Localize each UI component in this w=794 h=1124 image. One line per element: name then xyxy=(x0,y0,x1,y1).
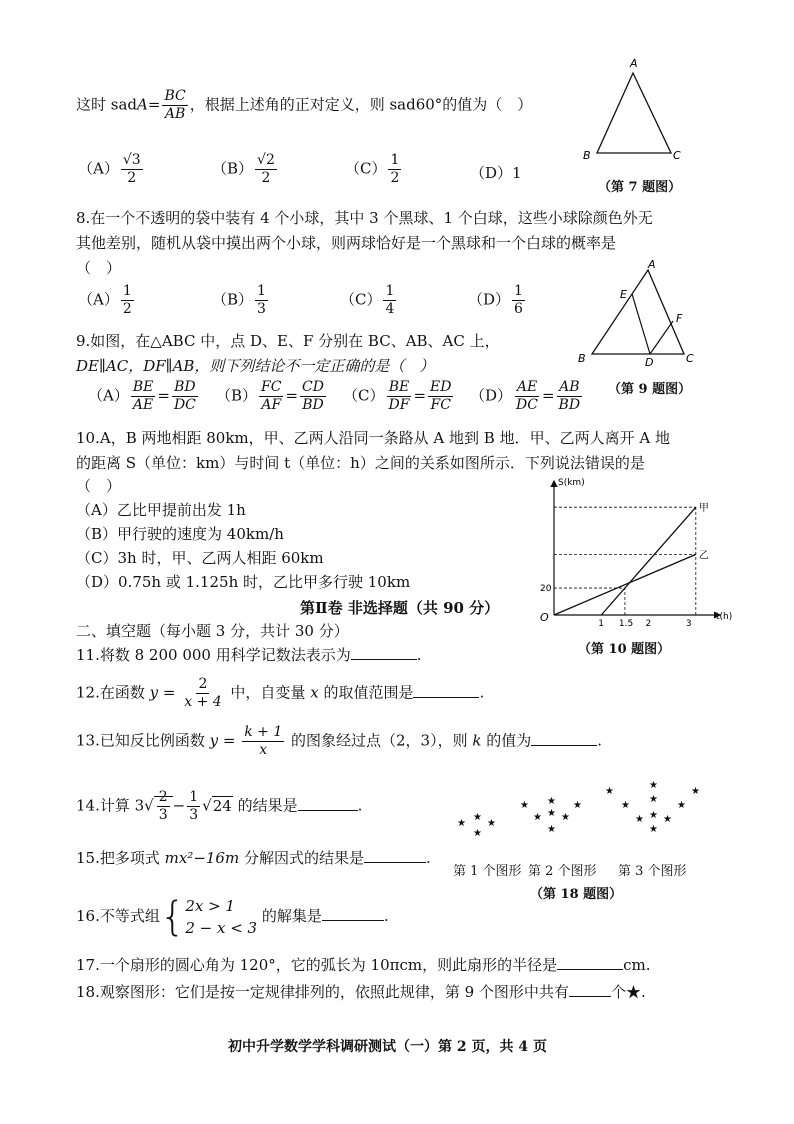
q18-end: 个★. xyxy=(610,983,646,1001)
q13-post2: 的值为 xyxy=(481,731,532,750)
q9-option-d[interactable] xyxy=(470,379,584,414)
q9-option-c[interactable] xyxy=(343,379,455,414)
q7-triangle xyxy=(597,73,671,153)
q9-opt-c-right-num: ED xyxy=(430,379,452,395)
q12-num: 2 xyxy=(198,676,208,692)
q9-opt-d-right xyxy=(557,379,583,414)
q9-opt-b-right xyxy=(300,379,326,414)
fig2-star: ★ xyxy=(520,800,529,811)
fig1-star: ★ xyxy=(457,818,466,829)
q7-opt-c-num: 1 xyxy=(390,152,400,168)
q8-opt-a-den: 2 xyxy=(122,301,132,317)
q15-post: 分解因式的结果是 xyxy=(239,849,364,867)
q7-opt-c-label: （C） xyxy=(345,159,387,178)
q13-answer-blank[interactable] xyxy=(531,745,597,746)
q12-den: x + 4 xyxy=(184,694,222,710)
q8-opt-d-frac xyxy=(512,283,525,318)
q16-end: . xyxy=(383,907,389,925)
q14 xyxy=(76,789,362,824)
q12-post2: 的取值范围是 xyxy=(318,683,414,702)
q7-opt-c-den: 2 xyxy=(390,170,400,186)
fig3-star: ★ xyxy=(677,800,686,811)
q9-option-a[interactable] xyxy=(88,379,200,414)
q7-opt-b-frac xyxy=(255,152,277,187)
q10-tick-1-5: 1.5 xyxy=(618,619,634,629)
q15-answer-blank[interactable] xyxy=(364,862,426,863)
q7-opt-a-frac xyxy=(121,152,143,187)
q11-answer-blank[interactable] xyxy=(351,659,417,660)
q9-opt-d-left xyxy=(514,379,540,414)
q10-tick-1: 1 xyxy=(598,619,605,629)
q8-opt-d-num: 1 xyxy=(514,283,523,299)
q14-sqrt-sign-2: √ xyxy=(202,796,212,815)
q13-y: y xyxy=(209,731,219,750)
fig1-star: ★ xyxy=(473,828,482,839)
q7-option-d[interactable]: （D）1 xyxy=(470,164,522,182)
q7-label-c: C xyxy=(673,149,681,162)
q7-option-b[interactable] xyxy=(212,152,279,187)
q17-end: cm. xyxy=(623,956,651,974)
q9-opt-d-right-den: BD xyxy=(558,397,581,413)
q10-tick-20: 20 xyxy=(540,584,552,595)
q11-text: 11.将数 8 200 000 用科学记数法表示为 xyxy=(76,646,351,664)
q7-stem-fraction xyxy=(162,88,187,123)
q7-figure-caption: （第 7 题图） xyxy=(598,180,682,195)
q9-label-a: A xyxy=(648,258,656,271)
q18-fig3-label: 第 3 个图形 xyxy=(618,864,687,879)
q14-root2: 24 xyxy=(212,796,232,815)
fig2-star: ★ xyxy=(533,812,542,823)
q9-opt-a-left-num: BE xyxy=(132,379,154,395)
q13-pre: 13.已知反比例函数 xyxy=(76,731,210,750)
fig3-star: ★ xyxy=(691,786,700,797)
q12-post: 中，自变量 xyxy=(225,683,311,702)
q16-post: 的解集是 xyxy=(257,907,322,925)
q9-label-e: E xyxy=(620,288,627,301)
q13-den: x xyxy=(259,742,268,758)
q16-answer-blank[interactable] xyxy=(322,920,384,921)
q7-stem-angle: A xyxy=(137,95,148,114)
q12-y: y xyxy=(149,683,159,702)
q10-origin-label: O xyxy=(540,611,549,624)
series-line-1 xyxy=(554,554,696,615)
q14-r1-den: 3 xyxy=(158,807,168,823)
q7-opt-b-label: （B） xyxy=(212,159,254,178)
q8-opt-c-frac xyxy=(383,283,396,318)
q8-opt-b-label: （B） xyxy=(212,290,254,309)
q9-label-c: C xyxy=(686,352,694,365)
q7-frac-den: AB xyxy=(164,106,186,122)
q9-opt-a-label: （A） xyxy=(88,386,129,405)
q9-opt-b-right-den: BD xyxy=(302,397,324,413)
q9-figure xyxy=(572,258,702,370)
q14-sqrt-sign-1: √ xyxy=(144,796,154,815)
q8-opt-a-frac xyxy=(121,283,134,318)
q8-opt-b-frac xyxy=(255,283,268,318)
q14-root1-frac xyxy=(157,789,170,824)
q13-eq: = xyxy=(218,731,241,750)
q11-end: . xyxy=(416,646,422,664)
q18-text: 18.观察图形：它们是按一定规律排列的，依照此规律，第 9 个图形中共有 xyxy=(76,983,569,1001)
q10-chart xyxy=(530,478,733,630)
q7-stem-end: ，根据上述角的正对定义，则 sad60°的值为（ ） xyxy=(189,95,533,114)
q9-opt-a-right-den: DC xyxy=(173,397,196,413)
q8-line3: （ ） xyxy=(76,259,122,277)
q7-opt-a-label: （A） xyxy=(78,159,119,178)
q10-line3: （ ） xyxy=(76,477,122,495)
q17-answer-blank[interactable] xyxy=(557,969,623,970)
q9-line1: 9.如图，在△ABC 中，点 D、E、F 分别在 BC、AB、AC 上， xyxy=(76,332,500,350)
fig3-star: ★ xyxy=(649,824,658,835)
q9-opt-a-left xyxy=(131,379,156,414)
q9-opt-b-label: （B） xyxy=(216,386,258,405)
q18-fig2-label: 第 2 个图形 xyxy=(528,864,597,879)
fig3-star: ★ xyxy=(649,780,658,791)
q7-stem-eq: = xyxy=(147,95,161,114)
q16-pre: 16.不等式组 xyxy=(76,907,160,925)
q7-option-a[interactable] xyxy=(78,152,145,187)
q12-x: x xyxy=(310,683,319,702)
q9-opt-a-right-num: BD xyxy=(174,379,196,395)
q12-frac xyxy=(182,676,223,711)
q9-opt-b-left-num: FC xyxy=(261,379,282,395)
q14-f-den: 3 xyxy=(189,807,199,823)
q8-line1: 8.在一个不透明的袋中装有 4 个小球，其中 3 个黑球、1 个白球，这些小球除颜色外无 xyxy=(76,209,653,227)
q15-pre: 15.把多项式 xyxy=(76,849,165,867)
q7-opt-b-den: 2 xyxy=(261,170,271,186)
q13-end: . xyxy=(597,731,603,750)
fig3-star: ★ xyxy=(621,800,630,811)
q10-tick-3: 3 xyxy=(685,619,692,629)
fig3-star: ★ xyxy=(649,794,658,805)
q10-line1: 10.A，B 两地相距 80km，甲、乙两人沿同一条路从 A 地到 B 地．甲、乙两人离开 A 地 xyxy=(76,429,670,447)
q10-label-jia: 甲 xyxy=(698,503,709,515)
q12 xyxy=(76,676,484,711)
q10-axis-s-label: S(km) xyxy=(558,478,585,488)
q9-label-d: D xyxy=(645,356,654,369)
q16-ineq1: 2x > 1 xyxy=(185,897,235,915)
q9-opt-c-right-den: FC xyxy=(430,397,451,413)
fig2-star: ★ xyxy=(547,796,556,807)
q8-opt-c-label: （C） xyxy=(340,290,382,309)
q9-opt-c-eq: = xyxy=(413,386,427,405)
q15-poly: mx²−16m xyxy=(164,849,240,867)
q13-k: k xyxy=(472,731,482,750)
fig1-star: ★ xyxy=(487,818,496,829)
q13 xyxy=(76,724,602,759)
q9-label-f: F xyxy=(676,312,683,325)
q9-opt-a-left-den: AE xyxy=(132,397,154,413)
q14-f-num: 1 xyxy=(189,789,199,805)
q12-eq: = xyxy=(158,683,181,702)
part2-section: 二、填空题（每小题 3 分，共计 30 分） xyxy=(76,622,349,640)
q7-opt-a-num: √3 xyxy=(122,152,141,168)
q9-label-b: B xyxy=(578,352,586,365)
q13-num: k + 1 xyxy=(244,724,283,740)
fig2-star: ★ xyxy=(561,812,570,823)
q12-end: . xyxy=(479,683,485,702)
q15 xyxy=(76,848,431,868)
q14-post: 的结果是 xyxy=(232,796,298,815)
q7-stem-start: 这时 sad xyxy=(76,95,138,114)
q9-segment-df xyxy=(650,321,673,354)
q15-end: . xyxy=(425,849,431,867)
q9-option-b[interactable] xyxy=(216,379,328,414)
fig1-star: ★ xyxy=(473,812,482,823)
q7-label-a: A xyxy=(630,57,638,70)
q18-star-figure xyxy=(455,780,700,850)
q8-opt-c-num: 1 xyxy=(385,283,395,299)
q9-opt-c-left-den: DF xyxy=(388,397,410,413)
fig2-star: ★ xyxy=(573,800,582,811)
q9-opt-d-left-den: DC xyxy=(516,397,538,413)
q13-frac xyxy=(242,724,284,759)
q7-opt-b-num: √2 xyxy=(257,152,275,168)
q12-pre: 12.在函数 xyxy=(76,683,150,702)
q9-line2: DE∥AC，DF∥AB，则下列结论不一定正确的是（ ） xyxy=(76,357,435,375)
q8-opt-c-den: 4 xyxy=(385,301,395,317)
q9-figure-caption: （第 9 题图） xyxy=(608,382,692,397)
q9-opt-a-eq: = xyxy=(157,386,170,405)
q18-answer-blank[interactable] xyxy=(569,996,611,997)
q17-text: 17.一个扇形的圆心角为 120°，它的弧长为 10πcm，则此扇形的半径是 xyxy=(76,956,558,974)
part2-title: 第Ⅱ卷 非选择题（共 90 分） xyxy=(300,599,500,617)
q9-opt-d-right-num: AB xyxy=(559,379,580,395)
q16 xyxy=(76,894,389,939)
q8-opt-d-label: （D） xyxy=(468,290,511,309)
fig3-star: ★ xyxy=(649,810,658,821)
q7-option-c[interactable] xyxy=(345,152,403,187)
page-footer: 初中升学数学学科调研测试（一）第 2 页，共 4 页 xyxy=(228,1039,547,1055)
q7-stem xyxy=(76,88,532,123)
q10-line2: 的距离 S（单位：km）与时间 t（单位：h）之间的关系如图所示．下列说法错误的是 xyxy=(76,454,645,472)
q8-opt-b-num: 1 xyxy=(257,283,266,299)
q9-opt-c-label: （C） xyxy=(343,386,385,405)
q8-option-d[interactable] xyxy=(468,283,527,318)
q14-frac xyxy=(187,789,200,824)
q8-option-b[interactable] xyxy=(212,283,270,318)
q8-opt-a-label: （A） xyxy=(78,290,119,309)
q10-option-d[interactable]: （D）0.75h 或 1.125h 时，乙比甲多行驶 10km xyxy=(76,573,411,591)
q11 xyxy=(76,645,422,665)
q9-segment-de xyxy=(632,294,650,354)
q9-opt-d-label: （D） xyxy=(470,386,513,405)
q18-fig1-label: 第 1 个图形 xyxy=(453,864,522,879)
q7-opt-c-frac xyxy=(388,152,401,187)
q7-figure xyxy=(575,55,695,190)
q14-root1 xyxy=(154,789,173,823)
q10-option-a[interactable]: （A）乙比甲提前出发 1h xyxy=(76,501,246,519)
q7-frac-num: BC xyxy=(164,88,186,104)
q16-brace: { xyxy=(159,894,186,940)
q9-opt-a-right xyxy=(172,379,198,414)
fig2-star: ★ xyxy=(547,824,556,835)
q8-option-a[interactable] xyxy=(78,283,136,318)
q7-label-b: B xyxy=(583,149,591,162)
q8-option-c[interactable] xyxy=(340,283,398,318)
q16-system xyxy=(185,895,257,939)
q14-answer-blank[interactable] xyxy=(298,810,358,811)
q10-axis-t-label: t(h) xyxy=(716,612,733,622)
q14-minus: − xyxy=(172,796,186,815)
q10-figure-caption: （第 10 题图） xyxy=(578,642,671,657)
fig3-star: ★ xyxy=(605,786,614,797)
q9-opt-c-left-num: BE xyxy=(388,379,410,395)
q9-opt-b-eq: = xyxy=(285,386,299,405)
q12-answer-blank[interactable] xyxy=(413,697,479,698)
q14-pre: 14.计算 3 xyxy=(76,796,145,815)
q9-opt-c-right xyxy=(428,379,453,414)
q14-end: . xyxy=(357,796,363,815)
q8-opt-d-den: 6 xyxy=(514,301,523,317)
q7-opt-a-den: 2 xyxy=(127,170,137,186)
q18 xyxy=(76,982,646,1002)
fig2-star: ★ xyxy=(547,808,556,819)
q10-option-c[interactable]: （C）3h 时，甲、乙两人相距 60km xyxy=(76,549,324,567)
q17 xyxy=(76,955,651,975)
q8-line2: 其他差别，随机从袋中摸出两个小球，则两球恰好是一个黑球和一个白球的概率是 xyxy=(76,234,617,252)
fig3-star: ★ xyxy=(663,814,672,825)
q9-opt-b-left xyxy=(259,379,283,414)
q9-opt-b-right-num: CD xyxy=(302,379,324,395)
q14-r1-num: 2 xyxy=(158,789,168,805)
q13-post: 的图象经过点（2，3），则 xyxy=(286,731,473,750)
q10-tick-2: 2 xyxy=(645,619,652,629)
q9-opt-d-left-num: AE xyxy=(516,379,538,395)
q9-opt-b-left-den: AF xyxy=(261,397,282,413)
q8-opt-b-den: 3 xyxy=(257,301,266,317)
q16-ineq2: 2 − x < 3 xyxy=(185,919,258,937)
q10-guides xyxy=(554,507,696,615)
fig3-star: ★ xyxy=(635,814,644,825)
q10-option-b[interactable]: （B）甲行驶的速度为 40km/h xyxy=(76,525,284,543)
q8-opt-a-num: 1 xyxy=(122,283,132,299)
q9-opt-c-left xyxy=(386,379,411,414)
q9-opt-d-eq: = xyxy=(541,386,555,405)
q10-label-yi: 乙 xyxy=(698,550,709,562)
q18-figure-caption: （第 18 题图） xyxy=(530,887,623,902)
